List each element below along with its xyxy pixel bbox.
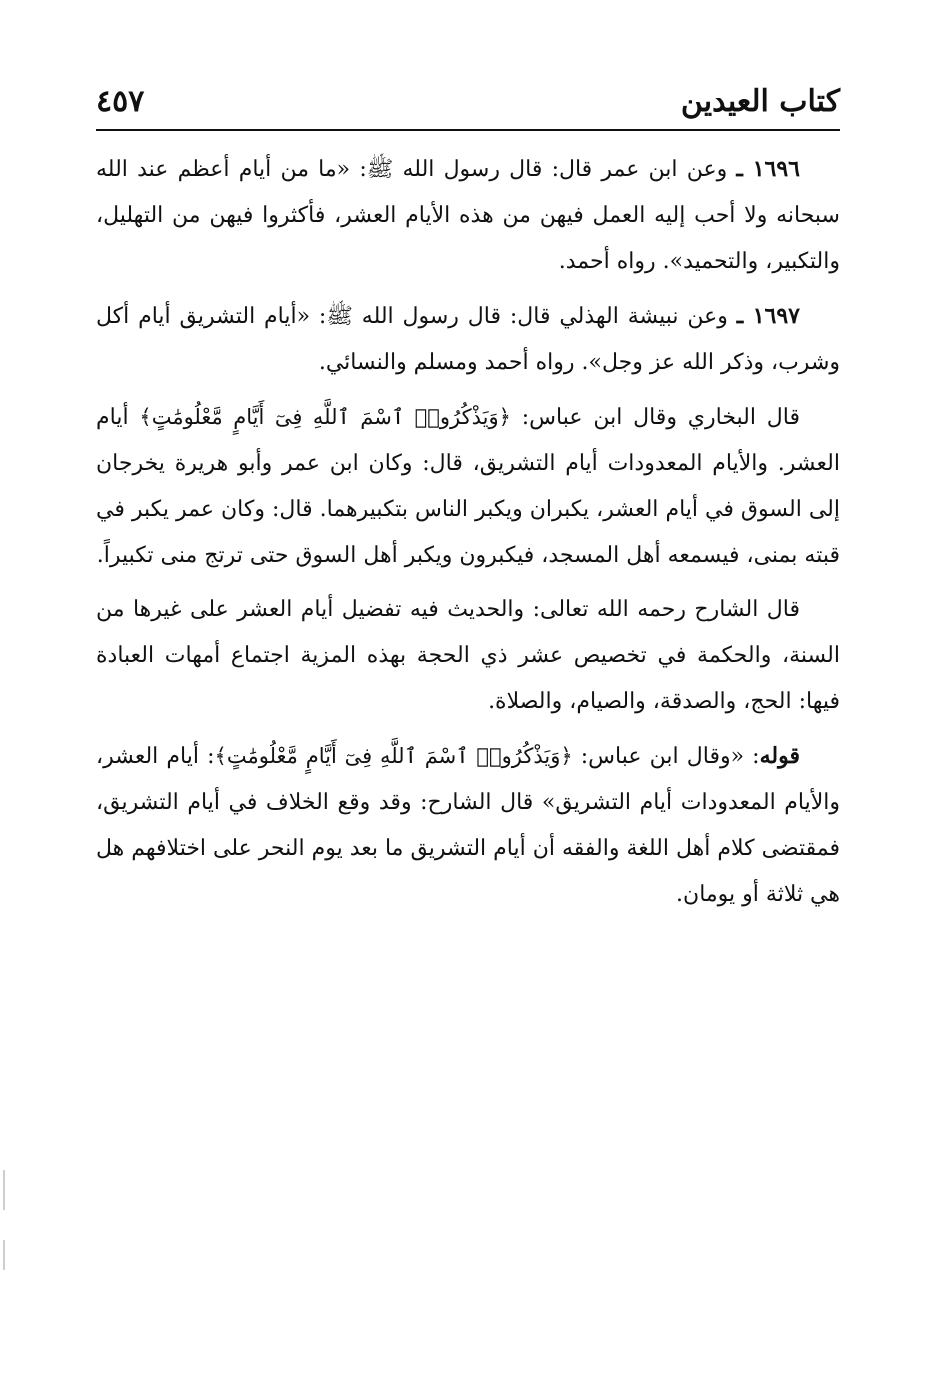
scan-edge-mark [3, 1170, 5, 1210]
paragraph-text-end: أيام العشر. والأيام المعدودات أيام التشريق، قال: وكان ابن عمر وأبو هريرة يخرجان إلى السوق في أيام العشر، يكبران ويكبر الناس بتكبيرهما. قال: وكان عمر يكبر في قبته بمنى، فيسمعه أهل المسجد، فيكبرون ويكبر أهل السوق حتى ترتج منى تكبيراً. [96, 405, 840, 568]
paragraph-text-start: : «وقال ابن عباس: [572, 744, 760, 769]
paragraph-text-end: : أيام العشر، والأيام المعدودات أيام التشريق» قال الشارح: وقد وقع الخلاف في أيام التشريق، فمقتضى كلام أهل اللغة والفقه أن أيام التشريق ما بعد يوم النحر على اختلافهم هل هي ثلاثة أو يومان. [96, 744, 840, 907]
quran-verse: ﴿وَيَذْكُرُوا۟ ٱسْمَ ٱللَّهِ فِىٓ أَيَّامٍ مَّعْلُومَٰتٍ﴾ [139, 405, 511, 429]
bukhari-paragraph [96, 394, 840, 579]
hadith-text: وعن ابن عمر قال: قال رسول الله ﷺ: «ما من أيام أعظم عند الله سبحانه ولا أحب إليه العمل فيهن من هذه الأيام العشر، فأكثروا فيهن من التهليل، والتكبير، والتحميد». رواه أحمد. [96, 157, 840, 274]
hadith-number: ١٦٩٧ ـ [736, 303, 800, 329]
hadith-1697 [96, 293, 840, 386]
qawluhu-paragraph [96, 733, 840, 918]
page-number: ٤٥٧ [96, 84, 145, 119]
hadith-1696 [96, 146, 840, 285]
hadith-text: وعن نبيشة الهذلي قال: قال رسول الله ﷺ: «أيام التشريق أيام أكل وشرب، وذكر الله عز وجل». رواه أحمد ومسلم والنسائي. [96, 304, 840, 375]
commentary-paragraph [96, 587, 840, 725]
header-divider [96, 129, 840, 131]
paragraph-text-start: قال البخاري وقال ابن عباس: [510, 405, 801, 430]
paragraph-text: قال الشارح رحمه الله تعالى: والحديث فيه تفضيل أيام العشر على غيرها من السنة، والحكمة في تخصيص عشر ذي الحجة بهذه المزية اجتماع أمهات العبادة فيها: الحج، والصدقة، والصيام، والصلاة. [96, 597, 840, 714]
page-body [96, 146, 840, 926]
scan-edge-mark [3, 1240, 5, 1270]
hadith-number: ١٦٩٦ ـ [736, 156, 800, 182]
page-header [96, 78, 840, 128]
quran-verse: ﴿وَيَذْكُرُوا۟ ٱسْمَ ٱللَّهِ فِىٓ أَيَّامٍ مَّعْلُومَٰتٍ﴾ [214, 744, 573, 768]
chapter-title: كتاب العيدين [680, 84, 840, 119]
lead-word: قوله [759, 743, 800, 769]
